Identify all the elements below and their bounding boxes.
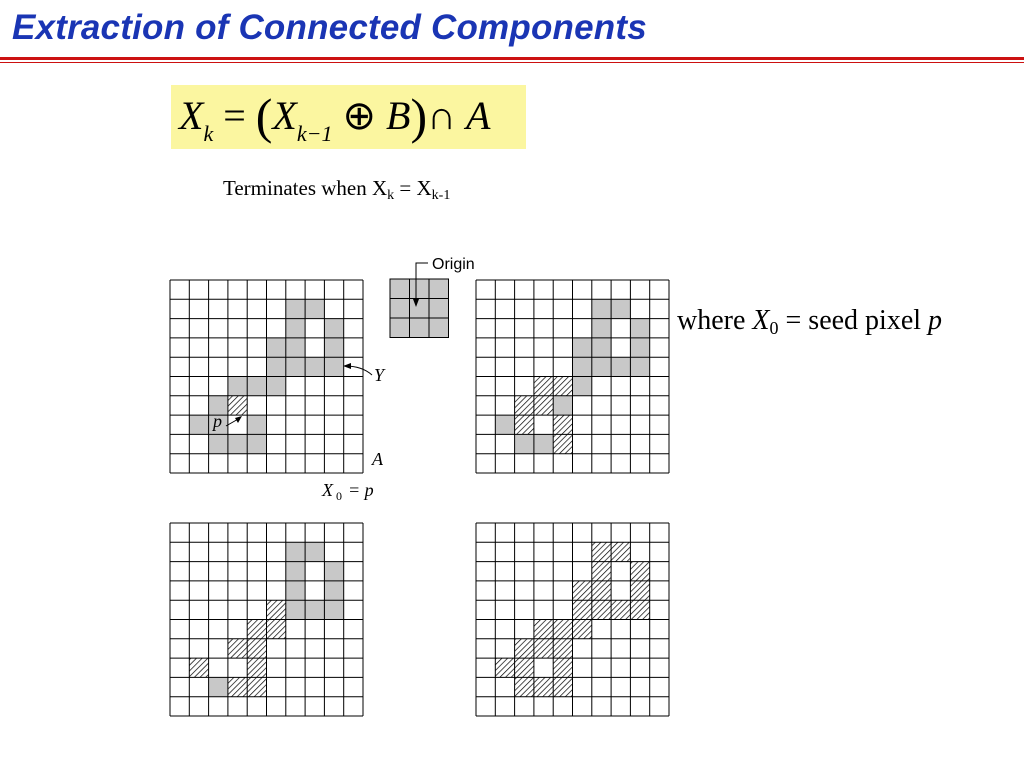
gray-cell xyxy=(324,562,343,581)
formula-set: A xyxy=(465,93,491,138)
term-text: Terminates when X xyxy=(223,176,388,200)
gray-cell xyxy=(305,542,324,561)
se-cell xyxy=(429,318,449,338)
hatched-cell xyxy=(247,620,266,639)
se-cell xyxy=(390,318,410,338)
gray-cell xyxy=(247,377,266,396)
grid-initial-set-A xyxy=(170,280,363,473)
formula-equals: = xyxy=(223,93,246,138)
se-cell xyxy=(390,299,410,319)
hatched-cell xyxy=(553,434,572,453)
hatched-cell xyxy=(247,658,266,677)
gray-cell xyxy=(573,357,592,376)
gray-cell xyxy=(228,434,247,453)
gray-cell xyxy=(573,377,592,396)
gray-cell xyxy=(286,319,305,338)
gray-cell xyxy=(209,677,228,696)
hatched-cell xyxy=(553,377,572,396)
hatched-cell xyxy=(553,677,572,696)
formula-dilation-op: ⊕ xyxy=(342,93,376,138)
grid-iteration-1 xyxy=(476,280,669,473)
se-cell xyxy=(410,299,430,319)
hatched-cell xyxy=(573,620,592,639)
gray-cell xyxy=(515,434,534,453)
hatched-cell xyxy=(611,600,630,619)
grid-final xyxy=(476,523,669,716)
gray-cell xyxy=(286,581,305,600)
gray-cell xyxy=(611,299,630,318)
gray-cell xyxy=(247,415,266,434)
gray-cell xyxy=(305,600,324,619)
where-text: where xyxy=(677,305,753,336)
gray-cell xyxy=(630,338,649,357)
hatched-cell xyxy=(630,581,649,600)
hatched-cell xyxy=(515,677,534,696)
term-sub1: k xyxy=(387,188,395,203)
x0-label-var: X xyxy=(322,480,333,500)
formula-paren-close: ) xyxy=(410,88,428,144)
gray-cell xyxy=(592,319,611,338)
gray-cell xyxy=(286,542,305,561)
gray-cell xyxy=(247,434,266,453)
hatched-cell xyxy=(553,415,572,434)
hatched-cell xyxy=(267,600,286,619)
hatched-cell xyxy=(228,677,247,696)
hatched-cell xyxy=(515,396,534,415)
gray-cell xyxy=(573,338,592,357)
hatched-cell xyxy=(573,600,592,619)
gray-cell xyxy=(189,415,208,434)
gray-cell xyxy=(630,319,649,338)
gray-cell xyxy=(286,562,305,581)
hatched-cell xyxy=(553,639,572,658)
gray-cell xyxy=(553,396,572,415)
p-label: p xyxy=(213,411,222,431)
hatched-cell xyxy=(515,658,534,677)
p-arrowhead xyxy=(235,416,242,423)
gray-cell xyxy=(630,357,649,376)
formula-inner-var: X xyxy=(272,93,297,138)
where-var: X xyxy=(752,305,770,336)
hatched-cell xyxy=(228,396,247,415)
formula-lhs-var: X xyxy=(179,93,204,138)
formula-inner-sub: k−1 xyxy=(296,121,333,146)
gray-cell xyxy=(267,357,286,376)
gray-cell xyxy=(611,357,630,376)
hatched-cell xyxy=(534,639,553,658)
hatched-cell xyxy=(592,581,611,600)
where-mid: = seed pixel xyxy=(778,305,929,336)
hatched-cell xyxy=(573,581,592,600)
se-cell xyxy=(410,279,430,299)
se-cell xyxy=(429,279,449,299)
gray-cell xyxy=(324,600,343,619)
origin-label: Origin xyxy=(432,256,475,273)
slide-title: Extraction of Connected Components xyxy=(12,8,647,47)
gray-cell xyxy=(324,357,343,376)
hatched-cell xyxy=(630,562,649,581)
hatched-cell xyxy=(553,620,572,639)
x0-label-sub: 0 xyxy=(336,489,342,503)
gray-cell xyxy=(305,299,324,318)
gray-cell xyxy=(286,600,305,619)
x0-label-eq: = p xyxy=(348,480,374,500)
hatched-cell xyxy=(534,377,553,396)
term-sub2: k-1 xyxy=(431,188,451,203)
gray-cell xyxy=(592,338,611,357)
hatched-cell xyxy=(534,396,553,415)
hatched-cell xyxy=(611,542,630,561)
hatched-cell xyxy=(553,658,572,677)
gray-cell xyxy=(286,299,305,318)
hatched-cell xyxy=(592,542,611,561)
gray-cell xyxy=(305,357,324,376)
hatched-cell xyxy=(189,658,208,677)
hatched-cell xyxy=(515,639,534,658)
formula-intersect-op: ∩ xyxy=(427,93,456,138)
hatched-cell xyxy=(247,639,266,658)
se-cell xyxy=(429,299,449,319)
hatched-cell xyxy=(267,620,286,639)
grids-layer xyxy=(170,280,669,716)
hatched-cell xyxy=(228,639,247,658)
structuring-element xyxy=(390,279,449,338)
gray-cell xyxy=(286,338,305,357)
gray-cell xyxy=(286,357,305,376)
hatched-cell xyxy=(495,658,514,677)
hatched-cell xyxy=(630,600,649,619)
hatched-cell xyxy=(592,562,611,581)
gray-cell xyxy=(209,434,228,453)
gray-cell xyxy=(534,434,553,453)
term-eq: = X xyxy=(394,176,432,200)
hatched-cell xyxy=(534,620,553,639)
gray-cell xyxy=(324,319,343,338)
gray-cell xyxy=(324,581,343,600)
gray-cell xyxy=(592,357,611,376)
where-p: p xyxy=(928,305,943,336)
a-label: A xyxy=(372,449,383,469)
gray-cell xyxy=(267,338,286,357)
hatched-cell xyxy=(592,600,611,619)
where-sub: 0 xyxy=(769,318,779,338)
gray-cell xyxy=(228,377,247,396)
grid-iteration-2 xyxy=(170,523,363,716)
formula-paren-open: ( xyxy=(255,88,273,144)
hatched-cell xyxy=(515,415,534,434)
se-cell xyxy=(390,279,410,299)
se-cell xyxy=(410,318,430,338)
gray-cell xyxy=(324,338,343,357)
hatched-cell xyxy=(534,677,553,696)
formula-lhs-sub: k xyxy=(203,121,214,146)
formula-se: B xyxy=(386,93,411,138)
gray-cell xyxy=(592,299,611,318)
hatched-cell xyxy=(247,677,266,696)
y-label: Y xyxy=(374,365,385,385)
gray-cell xyxy=(267,377,286,396)
gray-cell xyxy=(495,415,514,434)
